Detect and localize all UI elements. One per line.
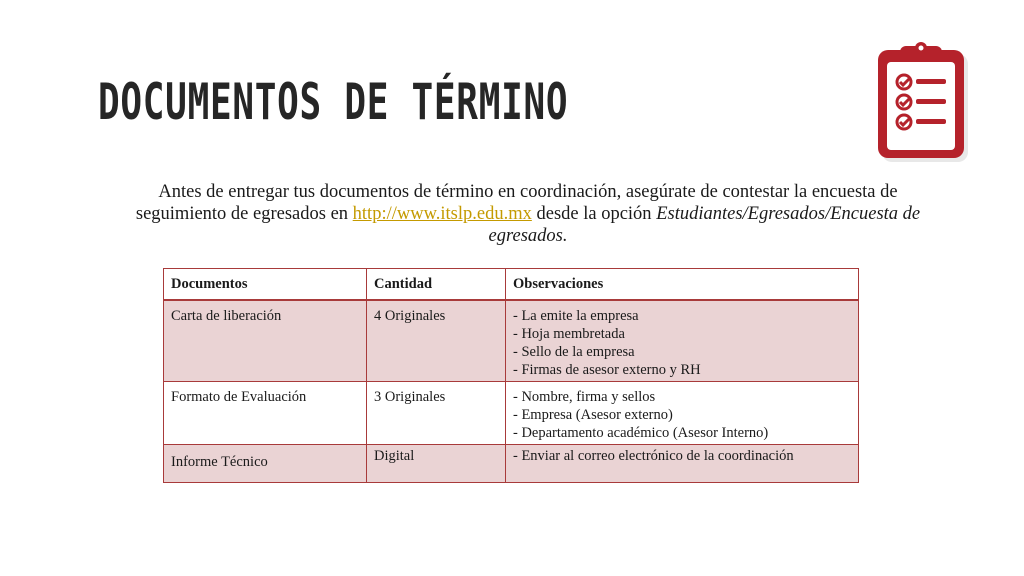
header-cantidad: Cantidad — [367, 269, 506, 301]
header-observaciones: Observaciones — [506, 269, 859, 301]
table-row — [164, 300, 859, 382]
observacion-item: - Empresa (Asesor externo) — [513, 407, 673, 423]
observacion-item: - La emite la empresa — [513, 308, 639, 324]
cantidad-cell: 3 Originales — [367, 382, 506, 445]
documento-cell: Formato de Evaluación — [164, 382, 367, 445]
table-row — [164, 445, 859, 483]
observaciones-cell — [506, 445, 859, 483]
documento-cell: Informe Técnico — [164, 445, 367, 483]
observacion-item: - Hoja membretada — [513, 326, 625, 342]
page-title: DOCUMENTOS DE TÉRMINO — [98, 73, 569, 131]
cantidad-cell: Digital — [367, 445, 506, 483]
observacion-item: - Nombre, firma y sellos — [513, 389, 656, 405]
intro-paragraph — [118, 181, 938, 247]
observaciones-cell — [506, 300, 859, 382]
observacion-item: - Sello de la empresa — [513, 344, 635, 360]
itslp-link[interactable]: http://www.itslp.edu.mx — [352, 204, 532, 224]
table-row — [164, 382, 859, 445]
intro-path: Estudiantes/Egresados/Encuesta de egresados. — [488, 204, 921, 246]
table-header-row — [164, 269, 859, 301]
observaciones-cell — [506, 382, 859, 445]
documento-cell: Carta de liberación — [164, 300, 367, 382]
clipboard-checklist-icon — [870, 38, 980, 168]
intro-text-1: Antes de entregar tus documentos de término en coordinación, asegúrate de contestar la encuesta de seguimiento de egresados en — [135, 182, 898, 224]
documents-table — [163, 268, 859, 483]
intro-text-2: desde la opción — [531, 204, 657, 224]
cantidad-cell: 4 Originales — [367, 300, 506, 382]
observacion-item: - Enviar al correo electrónico de la coordinación — [513, 448, 794, 464]
observacion-item: - Departamento académico (Asesor Interno) — [513, 425, 769, 441]
observacion-item: - Firmas de asesor externo y RH — [513, 362, 701, 378]
header-documentos: Documentos — [164, 269, 367, 301]
